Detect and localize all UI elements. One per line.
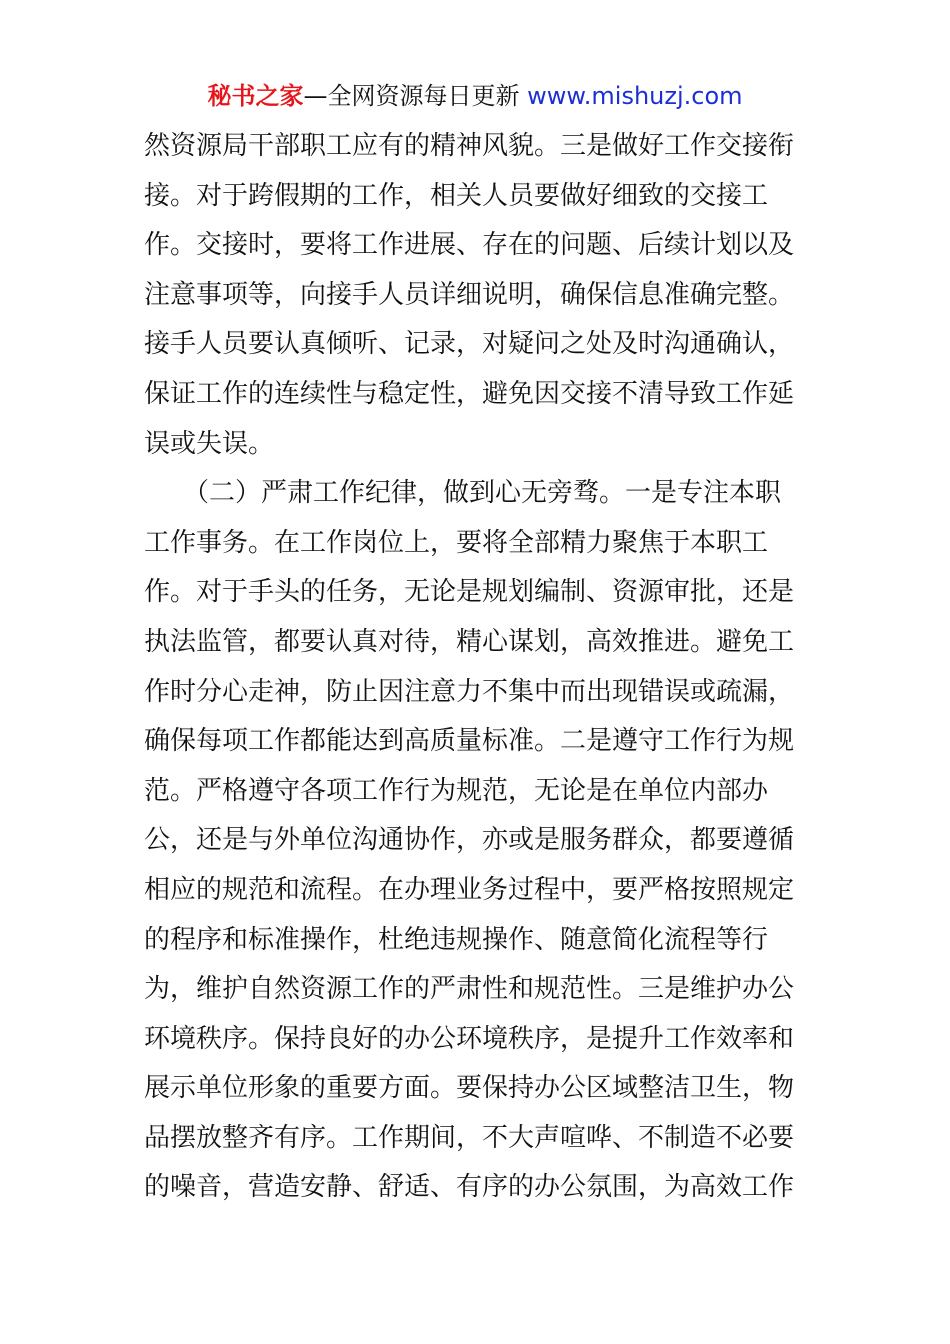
site-url[interactable]: www.mishuzj.com [527, 82, 743, 110]
header-tagline: —全网资源每日更新 [303, 82, 528, 110]
text-line: 的噪音，营造安静、舒适、有序的办公氛围，为高效工作 [144, 1172, 795, 1203]
text-line: 然资源局干部职工应有的精神风貌。三是做好工作交接衔 [144, 131, 795, 161]
text-line: 注意事项等，向接手人员详细说明，确保信息准确完整。 [144, 279, 795, 310]
section-heading-line: （二）严肃工作纪律，做到心无旁骛。一是专注本职 [144, 478, 782, 509]
text-line: 展示单位形象的重要方面。要保持办公区域整洁卫生，物 [144, 1073, 795, 1104]
text-line: 作时分心走神，防止因注意力不集中而出现错误或疏漏， [144, 676, 795, 707]
text-line: 作。交接时，要将工作进展、存在的问题、后续计划以及 [144, 230, 795, 261]
text-line: 公，还是与外单位沟通协作，亦或是服务群众，都要遵循 [144, 825, 795, 856]
text-line: 相应的规范和流程。在办理业务过程中，要严格按照规定 [144, 874, 795, 905]
page-header [0, 80, 950, 112]
brand-name: 秘书之家 [207, 82, 304, 110]
text-line: 品摆放整齐有序。工作期间，不大声喧哗、不制造不必要 [144, 1122, 795, 1153]
text-line: 为，维护自然资源工作的严肃性和规范性。三是维护办公 [144, 974, 795, 1005]
text-line: 接。对于跨假期的工作，相关人员要做好细致的交接工 [144, 180, 769, 211]
text-line: 确保每项工作都能达到高质量标准。二是遵守工作行为规 [144, 726, 795, 757]
text-line: 范。严格遵守各项工作行为规范，无论是在单位内部办 [144, 775, 769, 806]
text-line: 执法监管，都要认真对待，精心谋划，高效推进。避免工 [144, 626, 795, 657]
text-line: 误或失误。 [144, 428, 275, 459]
document-body [144, 122, 844, 1213]
text-line: 工作事务。在工作岗位上，要将全部精力聚焦于本职工 [144, 527, 769, 558]
text-line: 保证工作的连续性与稳定性，避免因交接不清导致工作延 [144, 378, 795, 409]
text-line: 作。对于手头的任务，无论是规划编制、资源审批，还是 [144, 577, 795, 608]
text-line: 接手人员要认真倾听、记录，对疑问之处及时沟通确认， [144, 329, 795, 360]
text-line: 环境秩序。保持良好的办公环境秩序，是提升工作效率和 [144, 1023, 795, 1054]
text-line: 的程序和标准操作，杜绝违规操作、随意简化流程等行 [144, 924, 769, 955]
